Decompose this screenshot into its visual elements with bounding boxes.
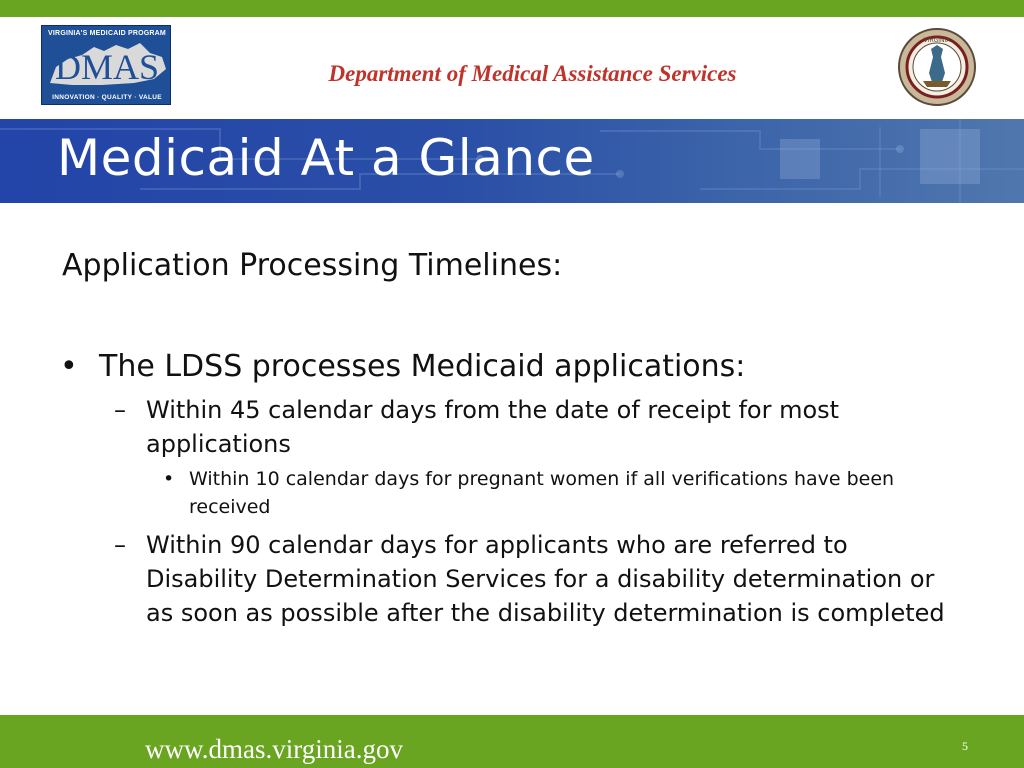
bullet-marker: • xyxy=(163,468,175,490)
slide-header xyxy=(0,17,1024,119)
virginia-map-icon xyxy=(42,39,172,91)
dash-marker: – xyxy=(114,396,126,424)
sub-bullet-text: Within 45 calendar days from the date of receipt for most applications xyxy=(146,396,840,458)
sub-bullet-text: Within 90 calendar days for applicants who are referred to Disability Determination Services for a disability determination or as soon as possible after the disability determination is completed xyxy=(146,531,945,627)
logo-mark-text: DMAS xyxy=(54,47,160,87)
virginia-state-seal-icon xyxy=(897,27,977,107)
bullet-marker: • xyxy=(60,349,78,384)
dmas-logo xyxy=(41,25,171,105)
top-accent-bar xyxy=(0,0,1024,17)
department-name: Department of Medical Assistance Services xyxy=(328,61,737,86)
page-number: 5 xyxy=(962,739,968,753)
slide-body xyxy=(0,203,1024,715)
seal-ring-text: VIRGINIA xyxy=(923,37,951,44)
slide-title: Medicaid At a Glance xyxy=(57,129,595,187)
dash-marker: – xyxy=(114,531,126,559)
website-link[interactable]: www.dmas.virginia.gov xyxy=(145,734,403,764)
logo-top-text: VIRGINIA'S MEDICAID PROGRAM xyxy=(48,30,166,37)
sub-sub-bullet-text: Within 10 calendar days for pregnant women if all verifications have been received xyxy=(189,468,895,518)
title-band xyxy=(0,119,1024,203)
logo-tagline: INNOVATION · QUALITY · VALUE xyxy=(52,94,162,101)
section-heading: Application Processing Timelines: xyxy=(62,248,563,283)
bullet-text: The LDSS processes Medicaid applications: xyxy=(99,349,746,384)
slide-footer xyxy=(0,715,1024,768)
